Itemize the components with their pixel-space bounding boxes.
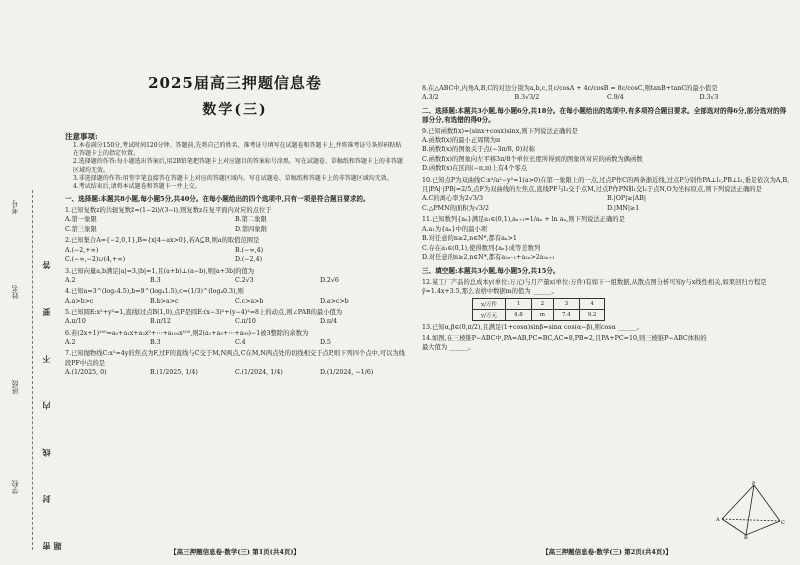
- option-a: A.π/10: [65, 318, 86, 326]
- option-d: D.|MN|≥1: [607, 204, 640, 212]
- vertex-b-label: B: [744, 535, 748, 539]
- table-row: [473, 309, 605, 320]
- answer-blank: ______。: [532, 287, 558, 295]
- answer-blank: ______。: [449, 344, 475, 352]
- table-cell: m: [531, 309, 553, 320]
- option-b: B.函数f(x)的图象关于点(−3π/8, 0)对称: [422, 146, 535, 154]
- option-a: A.第一象限: [65, 216, 97, 224]
- question-4-options: [65, 297, 405, 307]
- data-table: [472, 298, 605, 321]
- question-11-options: [422, 225, 792, 263]
- table-row: [473, 298, 605, 309]
- option-c: C.π/10: [235, 318, 256, 326]
- option-a: A.(1/2025, 0): [65, 368, 107, 376]
- option-c: C.9/4: [607, 94, 624, 102]
- question-8-options: [422, 93, 792, 103]
- school-label: 学校: [11, 480, 19, 494]
- table-cell: 4: [579, 298, 605, 309]
- option-b: B.3√3/2: [514, 94, 540, 102]
- option-b: B.b>a>c: [150, 297, 179, 305]
- page-1: [65, 56, 405, 556]
- option-b: B.对任意的n≥2,n∈N*,都有aₙ>1: [422, 235, 517, 243]
- question-14-stem: 14.如图,在三棱锥P−ABC中,PA=AB,PC=BC,AC=8,PB=2,且PA+PC=10,则三棱锥P−ABC体积的最大值为: [422, 335, 707, 352]
- section-2-heading: 二、选择题:本题共3小题,每小题6分,共18分。在每小题给出的选项中,有多项符合题目要求。全部选对的得6分,部分选对的得部分分,有选错的得0分。: [422, 106, 787, 124]
- note-item: 2.选择题的作答:每小题选出答案后,用2B铅笔把答题卡上对应题目的答案标号涂黑。写在试题卷、草稿纸和答题卡上的非答题区域均无效。: [73, 158, 403, 174]
- question-1: 1.已知复数z的共轭复数z̄=(1−2i)/(3−i),则复数z在复平面内对应的点位于: [65, 207, 272, 215]
- question-6-options: [65, 338, 405, 348]
- option-d: D.5: [320, 338, 331, 346]
- option-d: D.3√3: [699, 94, 719, 102]
- option-c: C.存在a₁∈(0,1),使得数列{aₙ}成等差数列: [422, 244, 541, 252]
- option-a: A.(−2,+∞): [65, 246, 99, 254]
- tetrahedron-figure: [716, 481, 786, 539]
- table-cell: y/万元: [473, 309, 506, 320]
- vertex-c-label: C: [781, 520, 785, 526]
- question-9: 9.已知函数f(x)=(sinx+cosx)sinx,则下列说法正确的是: [422, 127, 578, 135]
- note-item: 4.考试结束后,请将本试题卷和答题卡一并上交。: [73, 183, 201, 191]
- option-b: B.π/12: [150, 318, 171, 326]
- question-9-options: [422, 136, 792, 174]
- question-11: 11.已知数列{aₙ}满足a₁∈(0,1),aₙ₊₁=1/aₙ + ln aₙ,则下列说法正确的是: [422, 216, 625, 224]
- page-1-footer: 【高三押题信息卷·数学(三) 第1页(共4页)】: [170, 548, 300, 556]
- option-c: C.函数f(x)的图象向左平移3π/8个单位长度所得到的图象所对应的函数为偶函数: [422, 155, 643, 163]
- question-10: 10.已知点P为双曲线C:x²/a²−y²=1(a>0)在第一象限上的一点,过点P作C的两条渐近线,过点P分别作PA⊥l₁,PB⊥l₂,垂足依次为A,B,且|PA|·|PB|=2/5,点F为双曲线的左焦点,直线PF与l₂交于点M,过点P作PN∥l₁交l₂于点N,O为坐标原点,则下列说法正确的是: [422, 176, 790, 194]
- question-2-options: [65, 246, 405, 265]
- table-cell: 7.4: [553, 309, 579, 320]
- question-12: [422, 278, 792, 296]
- name-label: 姓名: [11, 285, 19, 299]
- table-cell: x/万件: [473, 298, 506, 309]
- edge-bc: [746, 521, 780, 535]
- option-c: C.c>a>b: [235, 297, 264, 305]
- seal-words: 密 封 线 内 不 要 答 题: [41, 243, 62, 550]
- page-2: [422, 56, 792, 556]
- option-c: C.(1/2024, 1/4): [235, 368, 283, 376]
- option-c: C.4: [235, 338, 246, 346]
- question-3-options: [65, 276, 405, 286]
- question-12-stem: 12.某工厂产品的总成本y(单位:万元)与月产量x(单位:万件)有如下一组数据,从散点图分析可知y与x线性相关,如果回归方程是ŷ=1.4x+3.5,那么表格中数据m的值为: [422, 278, 767, 295]
- edge-ac-hidden: [722, 519, 780, 521]
- edge-ab: [722, 519, 746, 535]
- table-cell: 9.2: [579, 309, 605, 320]
- question-13-stem: 13.已知α,β∈(0,π/2),且满足(1+cosα)sinβ=sinα cos(α−β),则cosα: [422, 323, 616, 331]
- option-c: C.△PMN的面积为√3/2: [422, 204, 489, 212]
- option-d: D.2√6: [320, 276, 339, 284]
- option-b: B.|OP|≥|AB|: [607, 195, 646, 203]
- section-1-heading: 一、选择题:本题共8小题,每小题5分,共40分。在每小题给出的四个选项中,只有一项是符合题目要求的。: [65, 195, 370, 204]
- option-a: A.2: [65, 276, 76, 284]
- question-14: [422, 334, 792, 352]
- page-2-footer: 【高三押题信息卷·数学(三) 第2页(共4页)】: [542, 548, 672, 556]
- answer-blank: ______。: [617, 323, 643, 331]
- section-3-heading: 三、填空题:本题共3小题,每小题5分,共15分。: [422, 266, 560, 275]
- question-13: [422, 323, 792, 332]
- option-a: A.3/2: [422, 94, 439, 102]
- option-c: C.2√3: [235, 276, 254, 284]
- option-c: C.第三象限: [65, 225, 97, 233]
- question-5-options: [65, 317, 405, 327]
- table-cell: 2: [531, 298, 553, 309]
- exam-subtitle: 数学(三): [202, 102, 268, 118]
- class-label: 班级: [11, 380, 19, 394]
- option-d: D.第四象限: [235, 225, 268, 233]
- vertex-p-label: P: [752, 481, 756, 487]
- notes-heading: 注意事项:: [65, 132, 98, 141]
- question-1-options: [65, 215, 405, 234]
- question-7: 7.已知抛物线C:x²=4y的焦点为F,过F的直线与C交于M,N两点,C在M,N两点处的切线相交于点P,则下列四个点中,可以为线段PF中点的是: [65, 350, 406, 367]
- option-a: A.a>b>c: [65, 297, 94, 305]
- option-c: C.(−∞,−2)∪(4,+∞): [65, 256, 126, 264]
- question-4: 4.已知a=3^(log₂4.5),b=9^(log₄1.5),c=(1/3)^(log₄0.3),则: [65, 288, 244, 296]
- option-b: B.第二象限: [235, 216, 267, 224]
- question-10-options: [422, 194, 792, 213]
- option-a: A.a₁为{aₙ}中的最小项: [422, 225, 488, 233]
- option-a: A.C的离心率为2√3/3: [422, 195, 484, 203]
- option-d: D.(1/2024, −1/6): [320, 368, 374, 376]
- option-b: B.3: [150, 338, 161, 346]
- binding-strip: [6, 190, 62, 550]
- question-3: 3.已知向量a,b满足|a|=3,|b|=1,且(a+b)⊥(a−b),则|a+3b|的值为: [65, 267, 255, 275]
- option-b: B.3: [150, 276, 161, 284]
- vertex-a-label: A: [716, 517, 720, 523]
- seal-line: [32, 190, 33, 550]
- table-cell: 4.8: [505, 309, 531, 320]
- option-a: A.函数f(x)的最小正周期为π: [422, 136, 501, 144]
- question-8: 8.在△ABC中,内角A,B,C的对边分别为a,b,c,且c/cosA + 4c/cosB = 8c/cosC,则tanB+tanC的最小值是: [422, 85, 718, 92]
- table-cell: 3: [553, 298, 579, 309]
- option-d: D.函数f(x)在区间(−π,π)上有4个零点: [422, 165, 528, 173]
- table-cell: 1: [505, 298, 531, 309]
- option-d: D.(−2,4): [235, 256, 263, 264]
- question-7-options: [65, 368, 405, 378]
- exam-title: 2025届高三押题信息卷: [148, 74, 322, 92]
- option-b: B.(−∞,4): [235, 246, 264, 254]
- question-2: 2.已知集合A={−2,0,1},B={x|4−ax>0},若A⊆B,则a的取值范围是: [65, 237, 260, 245]
- question-5: 5.已知圆E:x²+y²=1,直线l过点B(1,0),点P是圆E:(x−3)²+(y−4)²=8上的动点,则∠PAB的最小值为: [65, 309, 343, 317]
- option-d: D.a>c>b: [320, 297, 349, 305]
- note-item: 1.本卷满分150分,考试时间120分钟。答题前,先将自己的姓名、准考证号填写在试题卷和答题卡上,并将准考证号条形码粘贴在答题卡上的指定位置。: [73, 142, 402, 158]
- option-a: A.2: [65, 338, 76, 346]
- option-d: D.π/4: [320, 318, 338, 326]
- exam-number-label: 考号: [11, 200, 19, 214]
- edge-pc: [754, 485, 780, 521]
- option-d: D.对任意的n≥2,n∈N*,都有a₂ₙ₋₁+a₂ₙ>2a₂ₙ₊₁: [422, 254, 555, 262]
- note-item: 3.非选择题的作答:用签字笔直接答在答题卡上对应的答题区域内。写在试题卷、草稿纸和答题卡上的非答题区域均无效。: [73, 174, 393, 182]
- question-6: 6.若(2x+1)¹⁰⁰=a₀+a₁x+a₂x²+⋯+a₁₀₀x¹⁰⁰,则2(a₁+a₃+⋯+a₉₉)−1被3整除的余数为: [65, 329, 309, 337]
- option-b: B.(1/2025, 1/4): [150, 368, 198, 376]
